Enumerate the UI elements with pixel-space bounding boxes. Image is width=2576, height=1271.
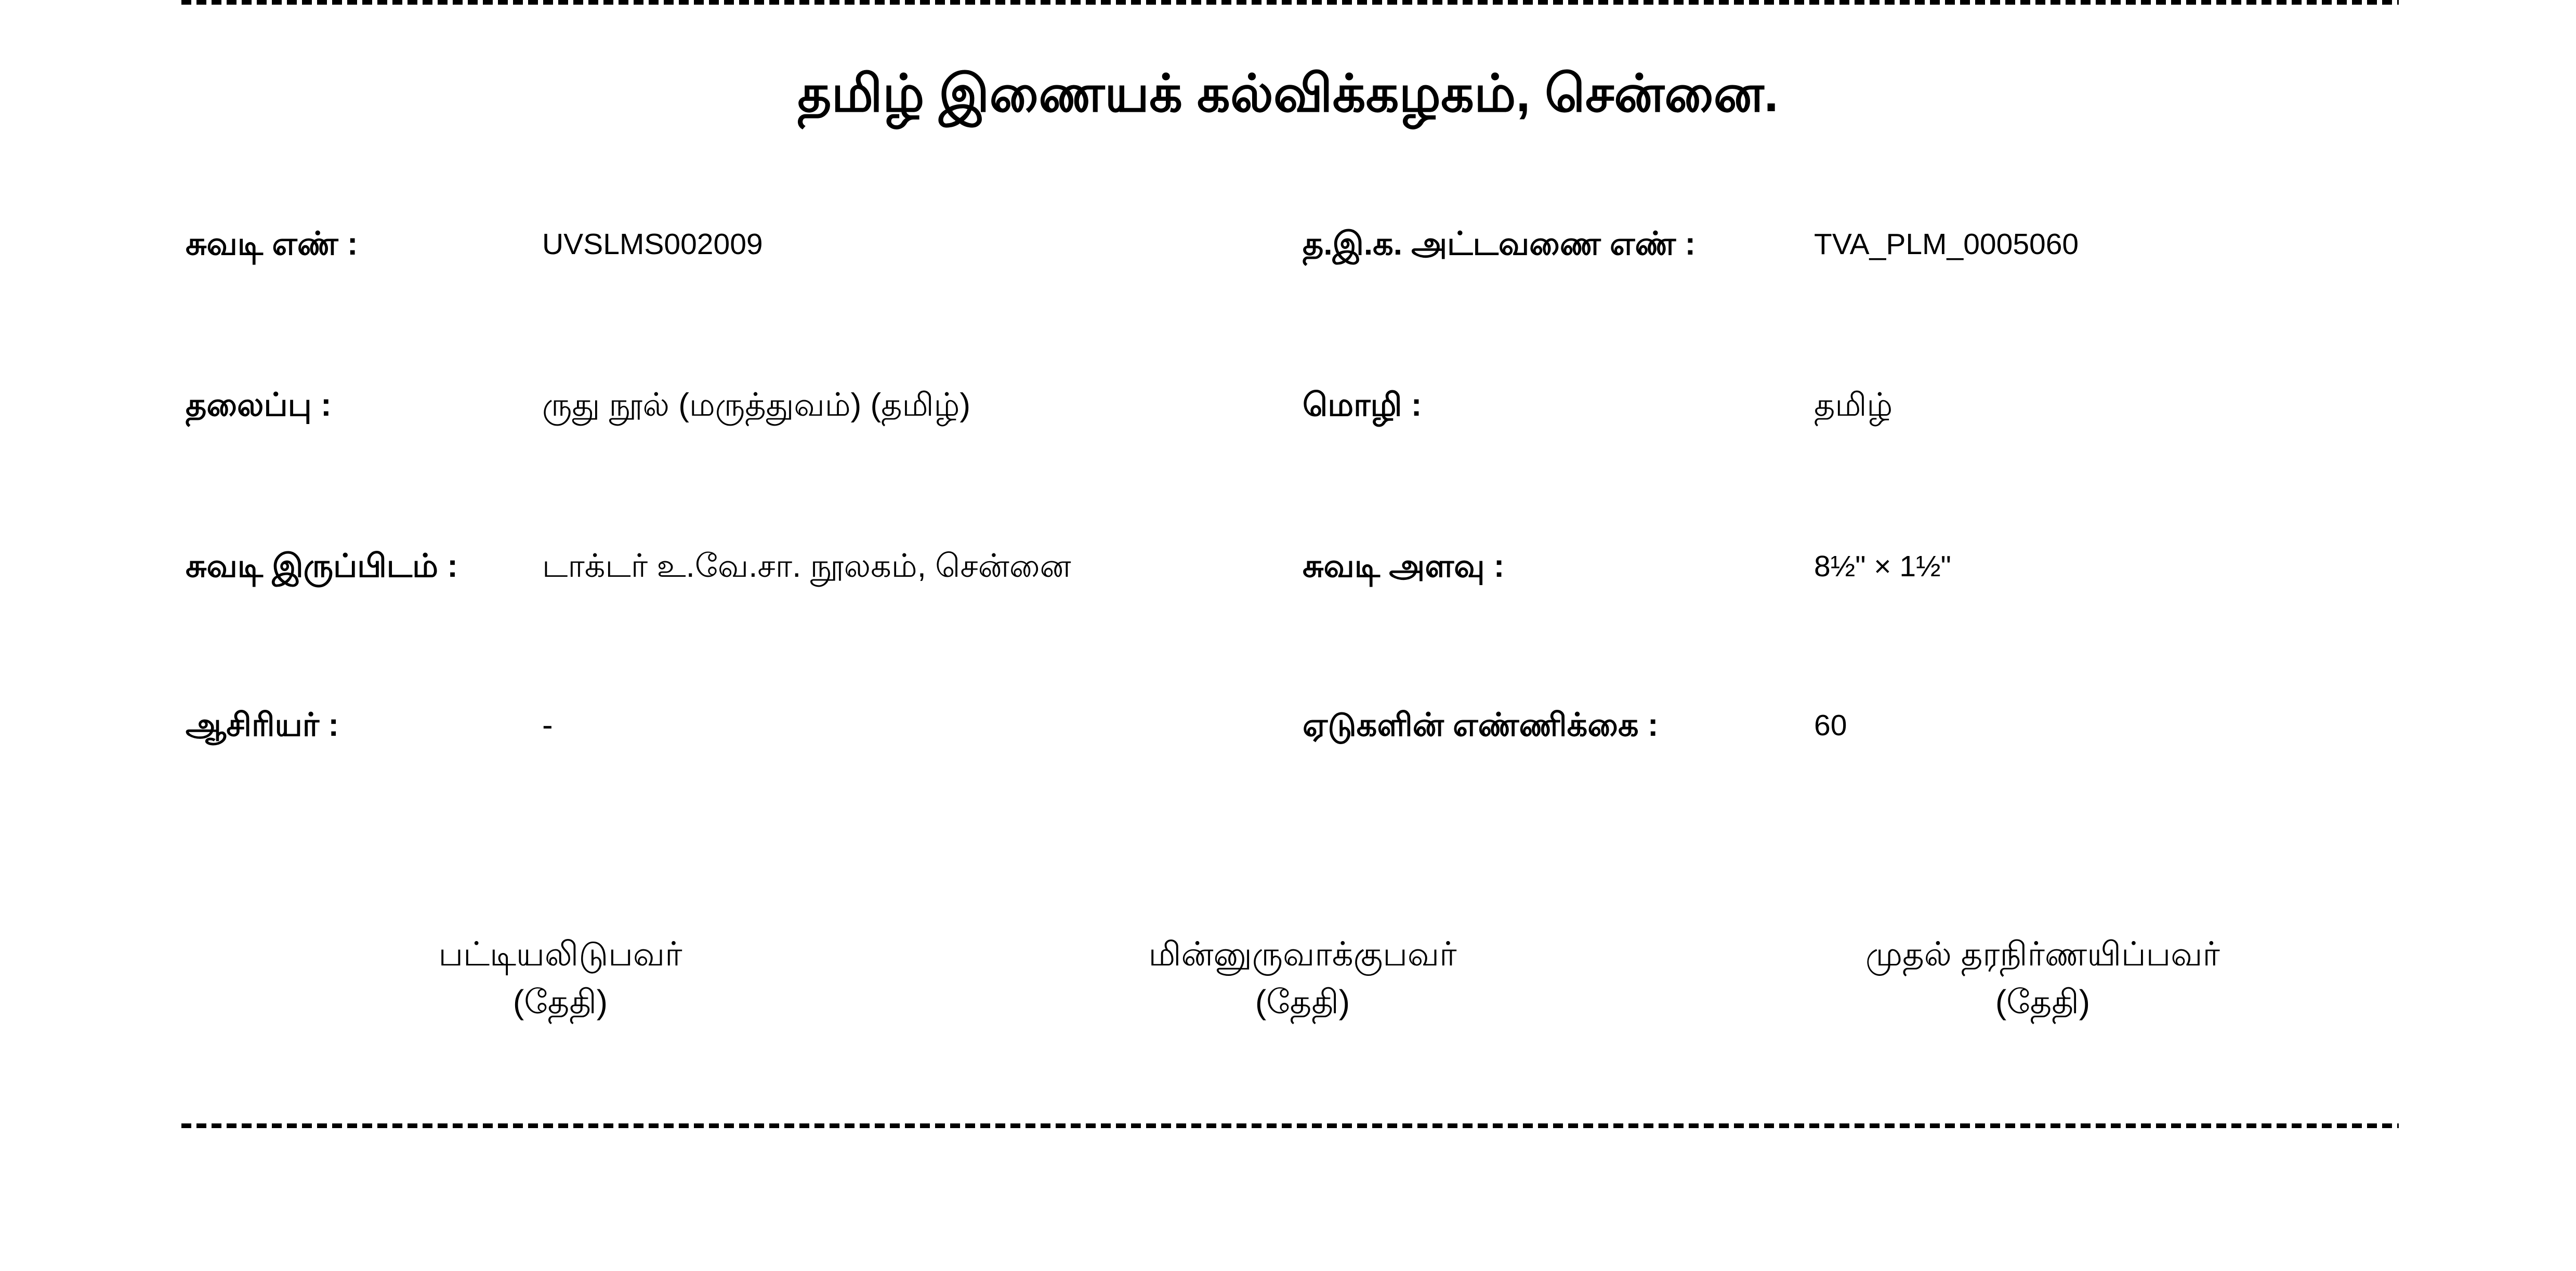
field-value-tva-catalogue-number: TVA_PLM_0005060 (1814, 228, 2079, 261)
top-dashed-divider (181, 0, 2399, 5)
field-label-manuscript-number: சுவடி எண் : (186, 226, 358, 262)
field-value-leaf-count: 60 (1814, 709, 1847, 742)
signature-date-label: (தேதி) (512, 983, 608, 1021)
field-label-manuscript-location: சுவடி இருப்பிடம் : (186, 548, 458, 584)
signature-block-cataloguer (222, 930, 898, 1026)
signature-role-cataloguer: பட்டியலிடுபவர் (438, 935, 682, 973)
page-title: தமிழ் இணையக் கல்விக்கழகம், சென்னை. (797, 64, 1779, 123)
field-label-manuscript-size: சுவடி அளவு : (1303, 548, 1505, 584)
field-label-language: மொழி : (1303, 387, 1422, 423)
field-value-author: - (542, 707, 553, 743)
field-value-manuscript-number: UVSLMS002009 (542, 228, 763, 261)
field-label-tva-catalogue-number: த.இ.க. அட்டவணை எண் : (1303, 226, 1696, 262)
signature-block-digitizer (965, 930, 1640, 1026)
field-value-manuscript-size: 8½" × 1½" (1814, 550, 1951, 583)
signature-role-digitizer: மின்னுருவாக்குபவர் (1148, 935, 1457, 973)
field-label-leaf-count: ஏடுகளின் எண்ணிக்கை : (1303, 707, 1659, 743)
field-value-manuscript-location: டாக்டர் உ.வே.சா. நூலகம், சென்னை (542, 548, 1071, 584)
field-label-title: தலைப்பு : (186, 387, 332, 423)
signature-block-first-quality-assessor (1705, 930, 2381, 1026)
field-value-language: தமிழ் (1814, 387, 1893, 423)
field-value-title: ருது நூல் (மருத்துவம்) (தமிழ்) (542, 387, 971, 423)
field-label-author: ஆசிரியர் : (186, 707, 339, 743)
bottom-dashed-divider (181, 1123, 2399, 1128)
signature-role-first-quality-assessor: முதல் தரநிர்ணயிப்பவர் (1865, 935, 2220, 973)
signature-date-label: (தேதி) (1995, 983, 2091, 1021)
signature-date-label: (தேதி) (1255, 983, 1350, 1021)
